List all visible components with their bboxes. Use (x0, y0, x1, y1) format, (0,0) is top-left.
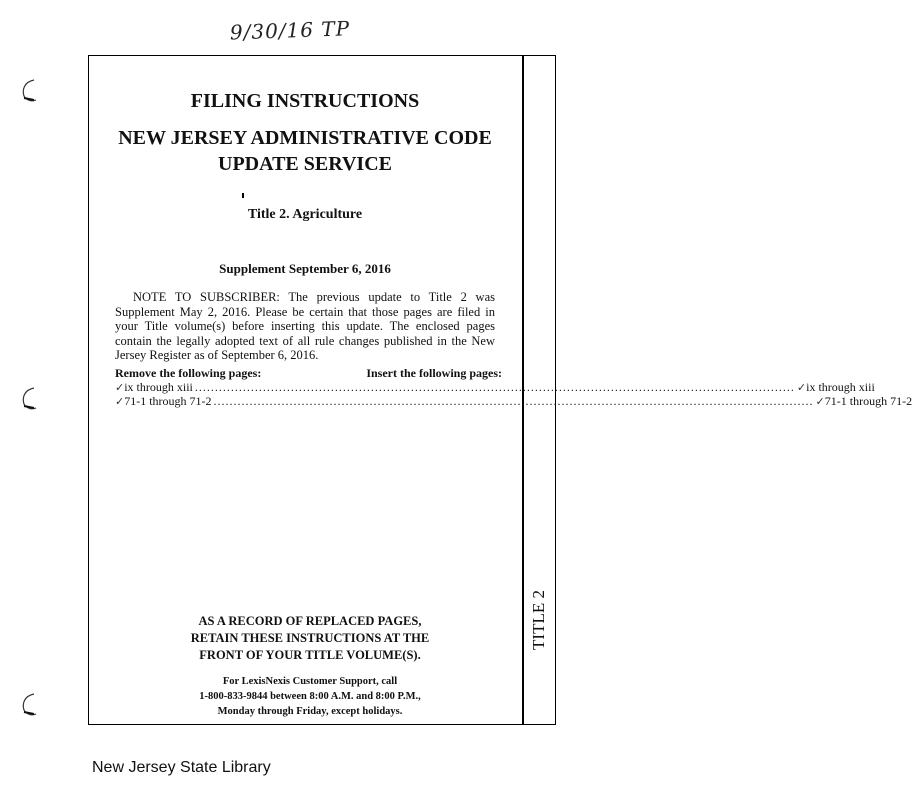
punch-hole-top (20, 78, 38, 104)
check-mark-icon: ✓ (115, 381, 125, 394)
heading-update-service: UPDATE SERVICE (218, 153, 392, 175)
library-footer: New Jersey State Library (92, 759, 271, 776)
stray-mark (242, 193, 244, 198)
record-instructions (170, 613, 450, 664)
insert-pages: 71-1 through 71-2 (824, 394, 912, 408)
heading-code-name: NEW JERSEY ADMINISTRATIVE CODE (118, 127, 492, 149)
check-mark-icon: ✓ (115, 395, 125, 408)
remove-pages: ix through xiii (124, 380, 193, 394)
remove-pages-header: Remove the following pages: (115, 366, 262, 380)
support-line: For LexisNexis Customer Support, call (222, 676, 398, 687)
heading-filing-instructions: FILING INSTRUCTIONS (190, 90, 420, 112)
support-line: Monday through Friday, except holidays. (217, 706, 403, 717)
dot-leader: ...................................................................................................................................................... (194, 380, 795, 394)
title-name: Title 2. Agriculture (247, 207, 363, 222)
insert-pages: ix through xiii (806, 380, 875, 394)
support-line: 1-800-833-9844 between 8:00 A.M. and 8:00 P.M., (199, 691, 421, 702)
insert-pages-header: Insert the following pages: (366, 366, 502, 380)
check-mark-icon: ✓ (796, 381, 807, 394)
title-tab (524, 560, 554, 680)
dot-leader: ...................................................................................................................................................... (213, 394, 814, 408)
record-line: AS A RECORD OF REPLACED PAGES, (198, 614, 422, 628)
page-row (115, 380, 875, 394)
record-line: RETAIN THESE INSTRUCTIONS AT THE (190, 631, 430, 645)
record-line: FRONT OF YOUR TITLE VOLUME(S). (199, 648, 421, 662)
customer-support-info (160, 674, 460, 719)
remove-pages: 71-1 through 71-2 (124, 394, 212, 408)
check-mark-icon: ✓ (815, 395, 825, 408)
supplement-date: Supplement September 6, 2016 (219, 261, 391, 276)
punch-hole-middle (20, 386, 38, 412)
note-to-subscriber: NOTE TO SUBSCRIBER: The previous update to Title 2 was Supplement May 2, 2016. Please be certain that those pages are filed in your Title volume(s) before inserting this update. The enclosed pages contain the legally adopted text of all rule changes published in the New Jersey Register as of September 6, 2016. (115, 290, 495, 362)
punch-hole-bottom (20, 692, 38, 718)
page-row (115, 394, 912, 408)
title-tab-label: TITLE 2 (529, 590, 548, 650)
handwritten-date-note: 9/30/16 TP (229, 16, 351, 45)
